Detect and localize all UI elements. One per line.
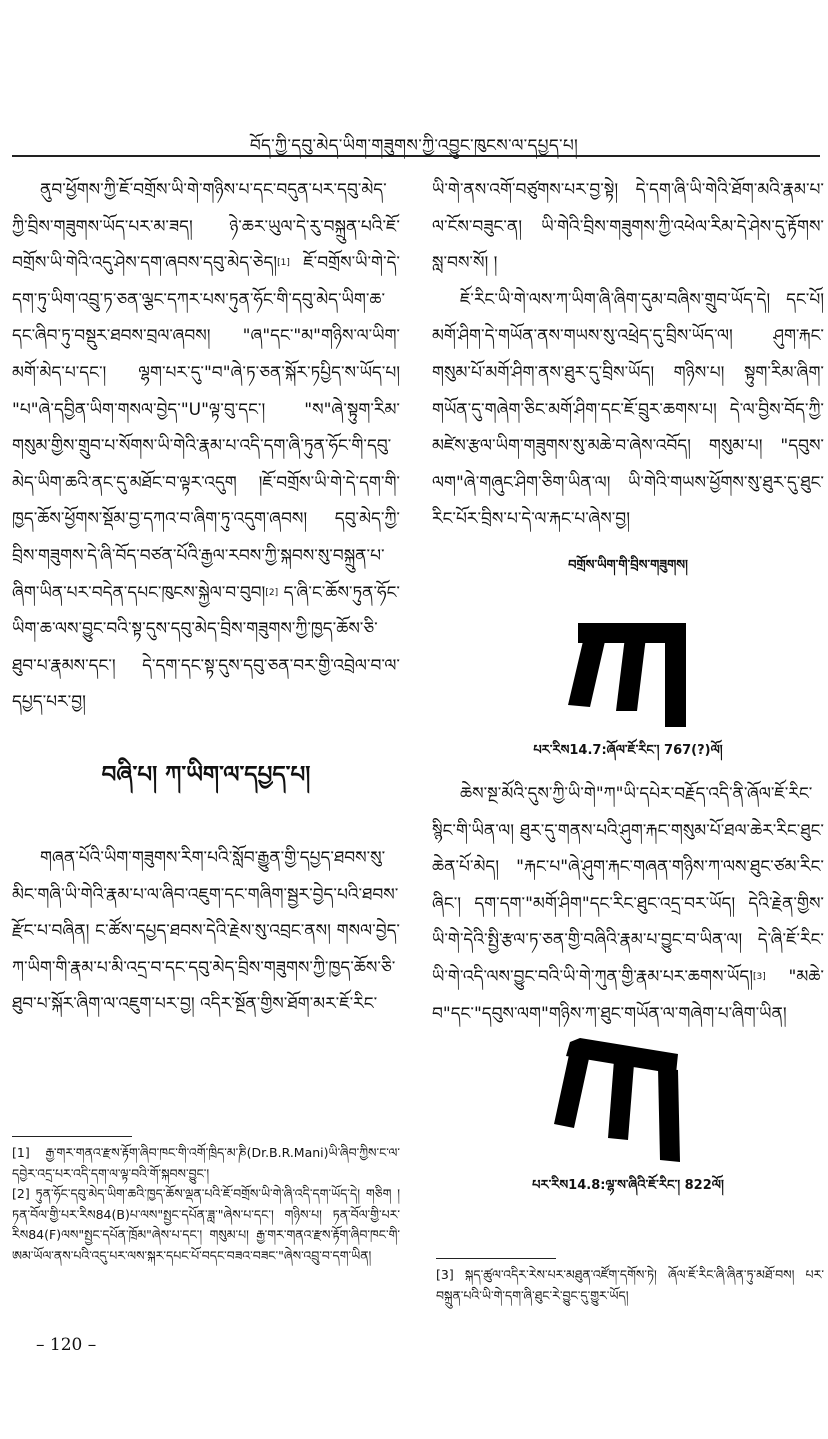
body-paragraph (12, 172, 400, 721)
paragraph-text: "མཆེ་བ"དང་"དབུས་ལག"གཉིས་ཀ་ཐུང་གཡོན་ལ་གཞེག་པ་ཞིག་ཡིན། (432, 966, 824, 1024)
body-paragraph: ཡི་གེ་ནས་འགོ་བཙུགས་པར་བྱ་སྟེ། དེ་དག་ཞི་ཡི་གེའི་ཐོག་མའི་རྣམ་པ་ལ་ངོས་བཟུང་ན། ཡི་གེའི་བྲིས་གཟུགས་ཀྱི་འཕེལ་རིམ་དེ་ཤེས་དུ་རྟོགས་སླ་བས་སོ། ། (432, 180, 824, 274)
section-heading: བཞི་པ། ཀ་ཡིག་ལ་དཔྱད་པ། (101, 761, 311, 788)
running-head: བོད་ཀྱི་དབུ་མེད་ཡིག་གཟུགས་ཀྱི་འབྱུང་ཁུངས་ལ་དཔྱད་པ། (249, 136, 579, 156)
footnote-marker[interactable]: [2] (265, 587, 279, 598)
footnote: [1] རྒྱ་གར་གནའ་རྫས་རྟོག་ཞིབ་ཁང་གི་འགོ་ཁྲིད་མ་ཎི(Dr.B.R.Mani)ཡི་ཞིབ་ཀྱིས་ང་ལ་དབྱེར་འདྲ་པར་འདི་དག་ལ་ལྟ་བའི་གོ་སྐབས་བྱུང་། (12, 1145, 400, 1181)
paragraph-text: ཆེས་སྔ་མོའི་དུས་ཀྱི་ཡི་གེ"ཀ"ཡི་དཔེར་བརྗོད་འདི་ནི་ཞོལ་ཇོ་རིང་སྙིང་གི་ཡིན་ལ། ཐུར་དུ་གནས་པའི་ཤུག་རྐང་གསུམ་པོ་ཐལ་ཆེར་རིང་ཐུང་ཆེན་པོ་མེད། "རྐང་པ"ཞེ་ཤུག་རྐང་གཞན་གཉིས་ཀ་ལས་ཐུང་ཙམ་རིང་ཞིང་། དག་དག་"མགོ་ཤིག"དང་རིང་ཐུང་འདྲ་བར་ཡོད། དེའི་རྗེན་གྱིས་ཡི་གེ་དེའི་སྤྱི་རྩལ་ཏ་ཅན་གྱི་བཞིའི་རྣམ་པ་བྱུང་བ་ཡིན་ལ། དེ་ཞི་ཇོ་རིང་ཡི་གེ་འདི་ལས་བྱུང་བའི་ཡི་གེ་ཀུན་གྱི་རྣམ་པར་ཆགས་ཡོད། (432, 783, 824, 987)
footnotes-left (12, 1143, 400, 1266)
header-rule (12, 155, 820, 157)
figure-ka-glyph-1 (432, 587, 824, 737)
footnote-marker[interactable]: [1] (277, 258, 290, 269)
footnote: [3] སྐད་ཚུལ་འདིར་རེས་པར་མཐུན་འཛོག་དགོས་ཏེ། ཞོལ་ཇོ་རིང་ཞི་ཞིན་ཏུ་མཐོ་བས། པར་བསྐྲུན་པའི་ཡི་གེ་དག་ཞི་ཐུང་རེ་བྱུང་དུ་གྱུར་ཡོད། (436, 1267, 824, 1303)
paragraph-text: ནུབ་ཕྱོགས་ཀྱི་ཇོ་བགྲོས་ཡི་གེ་གཉིས་པ་དང་བདུན་པར་དབུ་མེད་ཀྱི་བྲིས་གཟུགས་ཡོད་པར་མ་ཟད། ཉེ་ཆར་ཡུལ་དེ་རུ་བསྐྲུན་པའི་ཇོ་བགྲོས་ཡི་གེའི་འདུ་ཤེས་དག་ཞབས་དབུ་མེད་ཅེད། (12, 180, 400, 274)
figure-ka-glyph-2 (432, 1032, 824, 1170)
paragraph-text: ཇོ་བགྲོས་ཡི་གེ་དེ་དག་ཏུ་ཡིག་འབྲུ་ཏ་ཅན་ལྕང་དཀར་པས་ཏུན་ཧོང་གི་དབུ་མེད་ཡིག་ཆ་དང་ཞིབ་ཏུ་བསྡུར་ཐབས་བྲལ་ཞབས། "ཞ"དང་"མ"གཉིས་ལ་ཡིག་མགོ་མེད་པ་དང་། ལྷག་པར་དུ་"བ"ཞེ་ཏ་ཅན་སྐོར་ཏཔྱིད་ས་ཡོད་པ། "པ"ཞེ་དབྱིན་ཡིག་གསལ་བྱེད་"U"ལྟ་བུ་དང་། "ས"ཞེ་སྟུག་རིམ་གསུམ་གྱིས་གྲུབ་པ་སོགས་ཡི་གེའི་རྣམ་པ་འདི་དག་ཞི་ཏུན་ཧོང་གི་དབུ་མེད་ཡིག་ཆའི་ནང་དུ་མཐོང་བ་ལྟར་འདུག །ཇོ་བགྲོས་ཡི་གེ་དེ་དག་གི་ཁྱད་ཆོས་ཕྱོགས་སྡོམ་བྱ་དཀའ་བ་ཞིག་ཏུ་འདུག་ཞབས། དབུ་མེད་ཀྱི་བྲིས་གཟུགས་དེ་ཞི་བོད་བཙན་པོའི་རྒྱལ་རབས་ཀྱི་སྐབས་སུ་བསྐྲུན་པ་ཞིག་ཡིན་པར་བདེན་དཔང་ཁུངས་སྐྱེལ་བ་བུབ། (12, 253, 400, 603)
body-paragraph (432, 776, 824, 1032)
right-column (432, 172, 824, 1207)
left-column (12, 172, 400, 1023)
body-paragraph: ཇོ་རིང་ཡི་གེ་ལས་ཀ་ཡིག་ཞི་ཞིག་དུམ་བཞིས་གྲུབ་ཡོད་དེ། དང་པོ། མགོ་ཤིག་དེ་གཡོན་ནས་གཡས་སུ་འཕྲེད་དུ་བྲིས་ཡོད་ལ། ཤུག་རྐང་གསུམ་པོ་མགོ་ཤིག་ནས་ཐུར་དུ་བྲིས་ཡོད། གཉིས་པ། སྟུག་རིམ་ཞིག་གཡོན་དུ་གཞེག་ཅིང་མགོ་ཤིག་དང་ཇོ་བྲུར་ཆགས་པ། དེ་ལ་བྱིས་བོད་ཀྱི་མཛེས་རྩལ་ཡིག་གཟུགས་སུ་མཆེ་བ་ཞེས་འབོད། གསུམ་པ། "དབུས་ལག"ཞེ་གཞུང་ཤིག་ཅིག་ཡིན་ལ། ཡི་གེའི་གཡས་ཕྱོགས་སུ་ཐུར་དུ་ཐུང་རིང་པོར་བྲིས་པ་དེ་ལ་རྐང་པ་ཞེས་བྱ། (432, 289, 824, 530)
body-paragraph: གཞན་པོའི་ཡིག་གཟུགས་རིག་པའི་སློབ་རྒྱུན་གྱི་དཔྱད་ཐབས་སུ་མིང་གཞི་ཡི་གེའི་རྣམ་པ་ལ་ཞིབ་འཇུག་དང་གཞིག་སྦྱར་བྱེད་པའི་ཐབས་རྫོང་པ་བཞིན། ང་ཚོས་དཔྱད་ཐབས་དེའི་རྗེས་སུ་འབྲང་ནས། གསལ་བྱེད་ཀ་ཡིག་གི་རྣམ་པ་མི་འདྲ་བ་དང་དབུ་མེད་བྲིས་གཟུགས་ཀྱི་ཁྱད་ཆོས་ཅི་ཐུབ་པ་སྐོར་ཞིག་ལ་འཇུག་པར་བྱ། འདིར་སྔོན་གྱིས་ཐོག་མར་ཇོ་རིང་ (12, 847, 400, 1015)
footnote-rule (12, 1136, 132, 1137)
footnote: [2] ཏུན་ཧོང་དབུ་མེད་ཡིག་ཆའི་ཁྱད་ཆོས་ལྡན་པའི་ཇོ་བགྲོས་ཡི་གེ་ཞི་འདི་དག་ཡོད་དེ། གཅིག །ཏན་བོལ་གྱི་པར་རིས84(B)པ་ལས"སྤྱང་དཔོན་ཟླ་"ཞེས་པ་དང་། གཉིས་པ། ཏན་བོལ་གྱི་པར་རིས84(F)ལས"སྤྱང་དཔོན་ཁྲོམ"ཞེས་པ་དང་། གསུམ་པ། རྒྱ་གར་གནའ་རྫས་རྟོག་ཞིབ་ཁང་གི་ཨམ་ཡོལ་ནས་པའི་འདུ་པར་ལས་སྐར་དཔང་པོ་བདང་བཟའ་བཟང་"ཞེས་འབྲུ་བ་དག་ཡིན། (12, 1186, 400, 1263)
footnotes-right (436, 1265, 824, 1306)
paragraph-text: ད་ཞི་ང་ཆོས་ཏུན་ཧོང་ཡིག་ཆ་ལས་བྱུང་བའི་སྟ་དུས་དབུ་མེད་བྲིས་གཟུགས་ཀྱི་ཁྱད་ཆོས་ཅི་ཐུབ་པ་རྣམས་དང་། དེ་དག་དང་སྟ་དུས་དབུ་ཅན་བར་གྱི་འབྲེལ་བ་ལ་དཔྱད་པར་བྱ། (12, 582, 400, 713)
page-number: – 120 – (36, 1335, 97, 1355)
footnote-rule (436, 1258, 556, 1259)
figure-caption: པར་རིས14.7:ཞོལ་ཇོ་རིང་། 767(?)ལོ། (533, 742, 723, 758)
footnote-marker[interactable]: [3] (753, 971, 766, 982)
figure-title: བགྲོས་ཡིག་གི་བྲིས་གཟུགས། (568, 557, 688, 573)
ka-glyph-image (432, 587, 824, 737)
figure-caption: པར་རིས14.8:ལྷ་ས་ཞིའི་ཇོ་རིང་། 822ལོ། (532, 1178, 724, 1194)
ka-glyph-image (432, 1032, 824, 1170)
